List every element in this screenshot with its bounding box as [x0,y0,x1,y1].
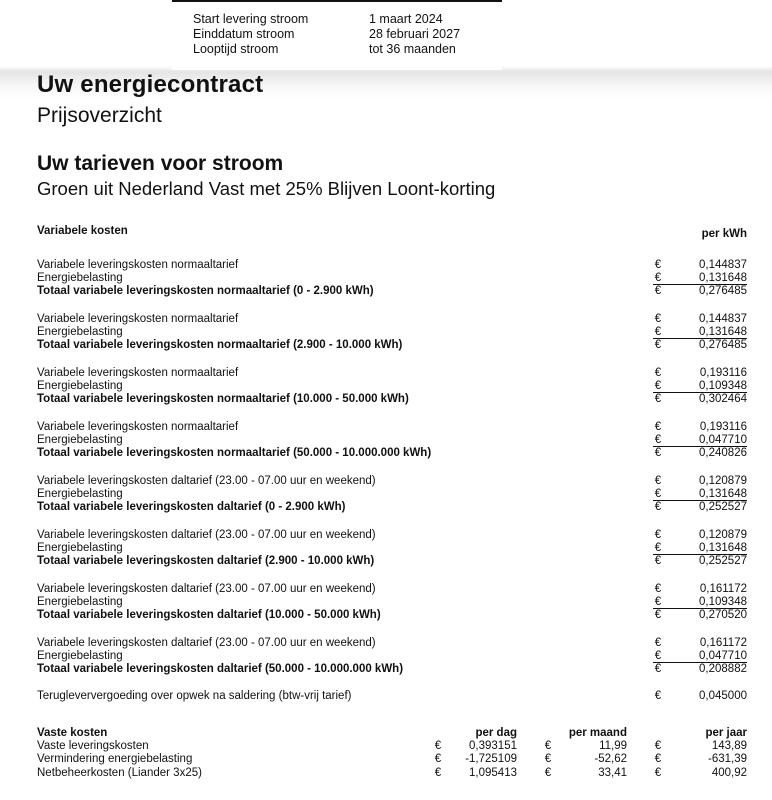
tariff-value: 0,131648 [699,272,747,285]
per-month-value: -52,62 [594,753,627,766]
variable-costs-header [37,225,747,240]
tariff-value: 0,270520 [699,609,747,622]
currency-sign: € [434,766,442,779]
tariff-value: 0,131648 [699,542,747,555]
tariff-value: 0,047710 [699,650,747,663]
fixed-cost-row [37,767,747,780]
tariff-value: 0,131648 [699,326,747,339]
tariff-row [37,259,747,272]
page-subtitle: Prijsoverzicht [37,104,162,127]
currency-sign: € [654,447,662,460]
tariff-label: Energiebelasting [37,434,123,447]
per-month-value: 11,99 [599,740,627,753]
currency-sign: € [654,501,662,514]
tariff-value: 0,109348 [699,380,747,393]
contract-period-table [193,12,460,57]
fixed-costs-header [37,727,747,740]
tariff-group [37,529,747,569]
tariff-value: 0,144837 [699,259,747,271]
contract-period-row [193,27,460,42]
fixed-costs-title: Vaste kosten [37,727,108,739]
tariff-label: Variabele leveringskosten daltarief (23.00 - 07.00 uur en weekend) [37,475,376,487]
tariff-value: 0,144837 [699,313,747,325]
tariff-row [37,650,747,663]
tariff-label: Energiebelasting [37,380,123,393]
tariff-row [37,380,747,393]
tariff-label: Variabele leveringskosten daltarief (23.00 - 07.00 uur en weekend) [37,529,376,541]
variable-costs-title: Variabele kosten [37,225,128,237]
currency-sign: € [654,259,662,271]
column-header-year: per jaar [705,727,747,739]
period-label: Looptijd stroom [193,42,279,56]
tariff-row [37,529,747,542]
tariff-label: Energiebelasting [37,488,123,501]
tariff-label: Totaal variabele leveringskosten daltarief (2.900 - 10.000 kWh) [37,555,375,568]
tariff-label: Variabele leveringskosten daltarief (23.00 - 07.00 uur en weekend) [37,637,376,649]
currency-sign: € [654,555,662,568]
currency-sign: € [654,609,662,622]
credit-label: Terugleververgoeding over opwek na saldering (btw-vrij tarief) [37,690,352,702]
currency-sign: € [654,488,662,501]
per-day-value: 0,393151 [469,740,517,753]
currency-sign: € [654,529,662,541]
tariff-label: Energiebelasting [37,542,123,555]
tariff-total-row [37,663,747,676]
tariff-value: 0,252527 [699,555,747,568]
tariff-value: 0,193116 [699,367,747,379]
currency-sign: € [654,326,662,339]
fixed-cost-label: Netbeheerkosten (Liander 3x25) [37,766,202,779]
tariff-group [37,637,747,677]
tariff-label: Totaal variabele leveringskosten normaaltarief (10.000 - 50.000 kWh) [37,393,409,406]
product-name: Groen uit Nederland Vast met 25% Blijven Loont-korting [37,178,496,199]
tariff-row [37,421,747,434]
tariff-label: Variabele leveringskosten normaaltarief [37,421,239,433]
tariff-value: 0,276485 [699,339,747,352]
currency-sign: € [544,753,552,766]
tariff-row [37,326,747,339]
contract-period-row [193,12,460,27]
per-year-value: -631,39 [707,753,747,766]
period-value: tot 36 maanden [369,42,456,56]
currency-sign: € [544,740,552,753]
tariff-group [37,367,747,407]
tariff-value: 0,120879 [699,529,747,541]
tariff-value: 0,109348 [699,596,747,609]
tariff-row [37,637,747,650]
tariff-group [37,475,747,515]
currency-sign: € [654,475,662,487]
currency-sign: € [654,367,662,379]
contract-period-row [193,42,460,57]
tariff-label: Energiebelasting [37,326,123,339]
currency-sign: € [654,637,662,649]
per-month-value: 33,41 [598,766,627,779]
currency-sign: € [434,740,442,753]
tariff-label: Totaal variabele leveringskosten normaaltarief (2.900 - 10.000 kWh) [37,339,403,352]
currency-sign: € [654,542,662,555]
tariff-label: Totaal variabele leveringskosten daltarief (10.000 - 50.000 kWh) [37,609,381,622]
page-title: Uw energiecontract [37,71,264,98]
tariff-label: Energiebelasting [37,596,123,609]
tariff-total-row [37,609,747,622]
tariff-label: Energiebelasting [37,650,123,663]
tariff-label: Totaal variabele leveringskosten daltarief (0 - 2.900 kWh) [37,501,346,514]
column-header-month: per maand [568,727,627,739]
period-value: 28 februari 2027 [369,27,461,41]
fixed-costs-table [37,727,747,780]
tariff-value: 0,276485 [699,285,747,298]
tariff-total-row [37,339,747,352]
currency-sign: € [654,650,662,663]
per-day-value: 1,095413 [469,766,517,779]
per-day-value: -1,725109 [465,753,517,766]
fixed-cost-row [37,753,747,766]
per-year-value: 400,92 [711,766,747,779]
tariff-value: 0,302464 [699,393,747,406]
tariff-total-row [37,285,747,298]
tariff-row [37,488,747,501]
currency-sign: € [654,690,662,702]
tariff-total-row [37,447,747,460]
tariff-value: 0,120879 [699,475,747,487]
tariff-total-row [37,555,747,568]
currency-sign: € [654,596,662,609]
currency-sign: € [654,421,662,433]
top-rule [172,0,502,2]
period-value: 1 maart 2024 [369,12,443,26]
currency-sign: € [654,313,662,325]
currency-sign: € [434,753,442,766]
credit-value: 0,045000 [699,690,747,702]
tariff-value: 0,252527 [699,501,747,514]
tariff-row [37,313,747,326]
per-year-value: 143,89 [711,740,747,753]
tariff-value: 0,047710 [699,434,747,447]
feed-in-credit-row [37,690,747,703]
currency-sign: € [654,753,662,766]
tariff-label: Energiebelasting [37,272,123,285]
currency-sign: € [654,339,662,352]
currency-sign: € [544,766,552,779]
currency-sign: € [654,663,662,676]
tariff-value: 0,240826 [699,447,747,460]
tariff-label: Totaal variabele leveringskosten normaaltarief (0 - 2.900 kWh) [37,285,374,298]
tariff-value: 0,208882 [699,663,747,676]
tariff-value: 0,161172 [699,637,747,649]
tariff-value: 0,161172 [699,583,747,595]
tariff-total-row [37,501,747,514]
tariff-value: 0,131648 [699,488,747,501]
unit-label: per kWh [701,228,747,240]
currency-sign: € [654,434,662,447]
tariff-label: Variabele leveringskosten normaaltarief [37,259,239,271]
column-header-day: per dag [475,727,517,739]
tariff-group [37,259,747,299]
tariff-value: 0,193116 [699,421,747,433]
tariff-total-row [37,393,747,406]
tariff-label: Variabele leveringskosten daltarief (23.00 - 07.00 uur en weekend) [37,583,376,595]
currency-sign: € [654,766,662,779]
currency-sign: € [654,740,662,753]
tariff-label: Variabele leveringskosten normaaltarief [37,313,239,325]
period-label: Einddatum stroom [193,27,295,41]
tariff-row [37,542,747,555]
fixed-costs-rows [37,740,747,780]
period-label: Start levering stroom [193,12,309,26]
section-title: Uw tarieven voor stroom [37,152,284,175]
tariff-group [37,421,747,461]
currency-sign: € [654,285,662,298]
currency-sign: € [654,380,662,393]
tariff-row [37,434,747,447]
currency-sign: € [654,393,662,406]
tariff-row [37,272,747,285]
currency-sign: € [654,583,662,595]
tariff-row [37,475,747,488]
currency-sign: € [654,272,662,285]
tariff-label: Totaal variabele leveringskosten normaaltarief (50.000 - 10.000.000 kWh) [37,447,432,460]
tariff-row [37,367,747,380]
tariff-label: Variabele leveringskosten normaaltarief [37,367,239,379]
fixed-cost-label: Vaste leveringskosten [37,740,149,753]
tariff-row [37,596,747,609]
tariff-group [37,583,747,623]
fixed-cost-row [37,740,747,753]
tariff-row [37,583,747,596]
tariff-label: Totaal variabele leveringskosten daltarief (50.000 - 10.000.000 kWh) [37,663,404,676]
tariff-group [37,313,747,353]
fixed-cost-label: Vermindering energiebelasting [37,753,193,766]
